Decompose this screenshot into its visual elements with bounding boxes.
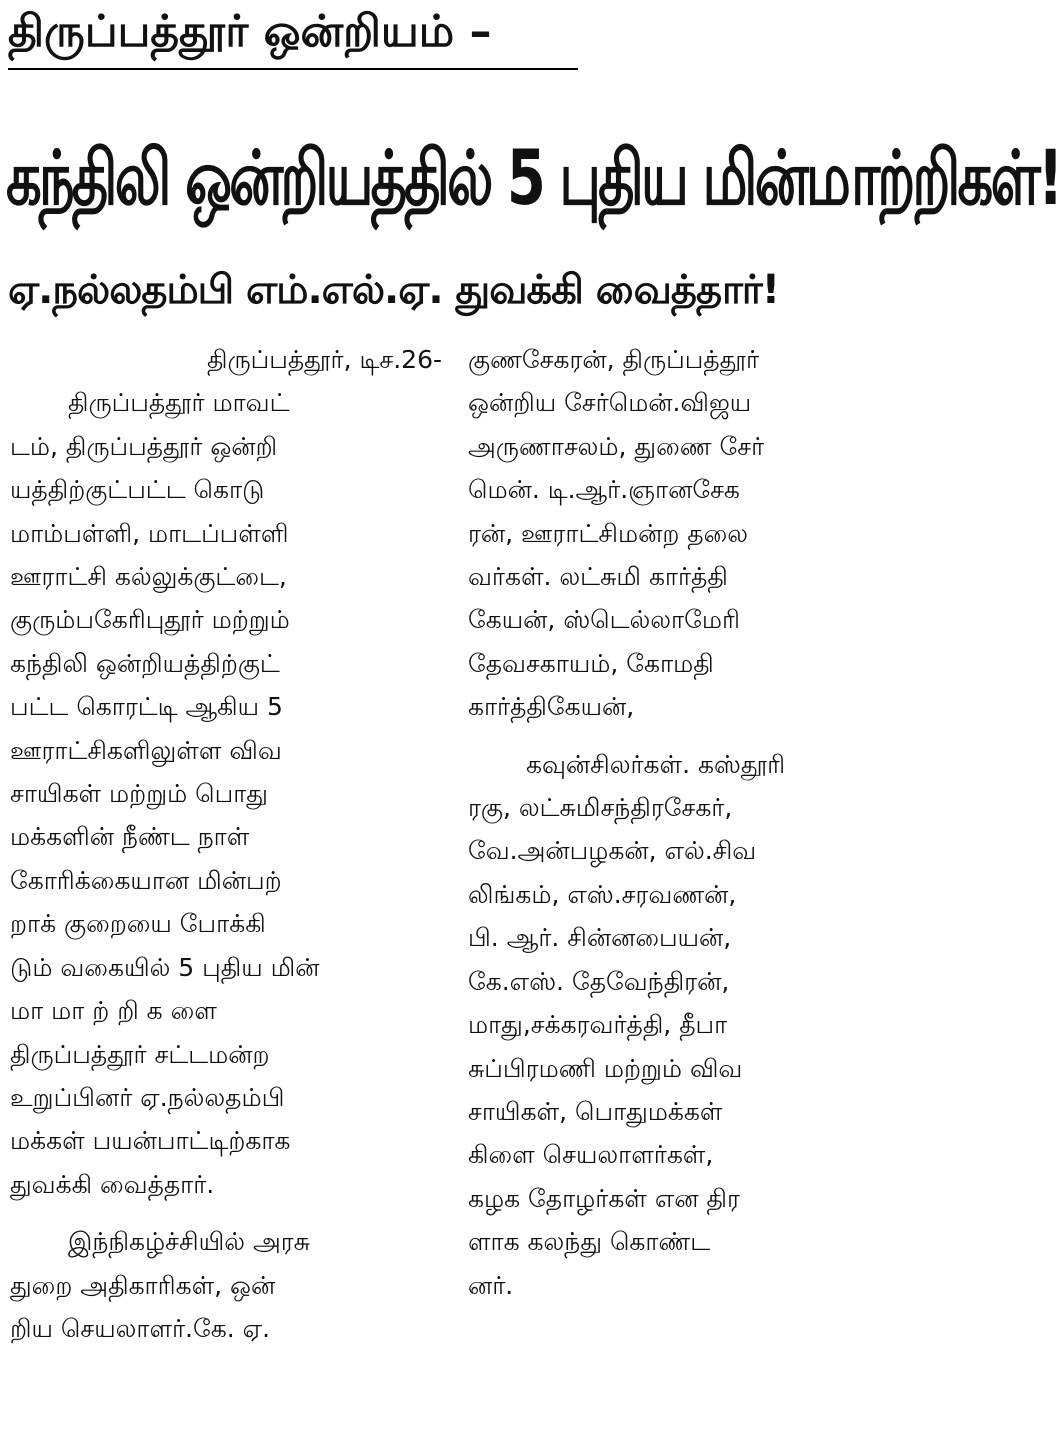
body-line: வர்கள். லட்சுமி கார்த்தி [468, 562, 728, 592]
body-line: மாம்பள்ளி, மாடப்பள்ளி [10, 518, 289, 548]
body-line: ரகு, லட்சுமிசந்திரசேகர், [468, 793, 733, 823]
body-line: ஒன்றிய சேர்மென்.விஜய [468, 388, 752, 418]
headline: கந்திலி ஒன்றியத்தில் 5 புதிய மின்மாற்றிகள்! [6, 135, 1060, 223]
body-line: குரும்பகேரிபுதூர் மற்றும் [10, 605, 290, 635]
body-line: மாது,சக்கரவர்த்தி, தீபா [468, 1010, 728, 1040]
body-line: ரன், ஊராட்சிமன்ற தலை [468, 518, 748, 548]
body-line: சுப்பிரமணி மற்றும் விவ [468, 1053, 743, 1083]
body-line: உறுப்பினர் ஏ.நல்லதம்பி [10, 1082, 285, 1112]
body-line: ஊராட்சி கல்லுக்குட்டை, [10, 562, 287, 592]
body-line: அருணாசலம், துணை சேர் [468, 431, 765, 461]
body-line: ளாக கலந்து கொண்ட [468, 1227, 711, 1257]
section-kicker: திருப்பத்தூர் ஒன்றியம் – [8, 6, 492, 57]
body-line: றிய செயலாளர்.கே. ஏ. [10, 1313, 271, 1343]
body-line: மா மா ற் றி க ளை [10, 996, 217, 1026]
article-column-left [10, 338, 442, 1448]
dateline: திருப்பத்தூர், டிச.26- [207, 345, 442, 374]
body-line: கேயன், ஸ்டெல்லாமேரி [468, 605, 740, 635]
body-line: பி. ஆர். சின்னபையன், [468, 923, 732, 953]
subheadline: ஏ.நல்லதம்பி எம்.எல்.ஏ. துவக்கி வைத்தார்! [8, 267, 780, 313]
body-line: னர். [468, 1270, 514, 1300]
body-line: கே.எஸ். தேவேந்திரன், [468, 966, 730, 996]
kicker-underline [8, 68, 578, 70]
body-line: கோரிக்கையான மின்பற் [10, 865, 282, 895]
body-line: யத்திற்குட்பட்ட கொடு [10, 475, 265, 505]
body-line: சாயிகள் மற்றும் பொது [10, 779, 268, 809]
body-line: டும் வகையில் 5 புதிய மின் [10, 952, 320, 982]
body-line: திருப்பத்தூர் மாவட் [68, 388, 290, 418]
body-line: கார்த்திகேயன், [468, 692, 635, 722]
body-line: லிங்கம், எஸ்.சரவணன், [468, 879, 737, 909]
article-column-right [468, 338, 900, 1448]
body-line: கிளை செயலாளர்கள், [468, 1140, 714, 1170]
body-line: இந்நிகழ்ச்சியில் அரசு [68, 1227, 310, 1257]
body-line: குணசேகரன், திருப்பத்தூர் [468, 345, 760, 374]
body-line: டம், திருப்பத்தூர் ஒன்றி [10, 431, 278, 461]
body-line: கந்திலி ஒன்றியத்திற்குட் [10, 648, 280, 678]
body-line: துறை அதிகாரிகள், ஒன் [10, 1270, 276, 1300]
body-line: மென். டி.ஆர்.ஞானசேக [468, 475, 740, 505]
body-line: றாக் குறையை போக்கி [10, 909, 266, 939]
body-line: பட்ட கொரட்டி ஆகிய 5 [10, 692, 283, 722]
body-line: கழக தோழர்கள் என திர [468, 1183, 740, 1213]
body-line: சாயிகள், பொதுமக்கள் [468, 1096, 723, 1126]
body-line: தேவசகாயம், கோமதி [468, 648, 714, 678]
body-line: கவுன்சிலர்கள். கஸ்தூரி [526, 749, 786, 779]
body-line: வே.அன்பழகன், எல்.சிவ [468, 836, 757, 866]
body-line: மக்கள் பயன்பாட்டிற்காக [10, 1126, 291, 1156]
body-line: ஊராட்சிகளிலுள்ள விவ [10, 735, 282, 765]
body-line: மக்களின் நீண்ட நாள் [10, 822, 250, 852]
body-line: திருப்பத்தூர் சட்டமன்ற [10, 1039, 270, 1069]
body-line: துவக்கி வைத்தார். [10, 1169, 215, 1199]
